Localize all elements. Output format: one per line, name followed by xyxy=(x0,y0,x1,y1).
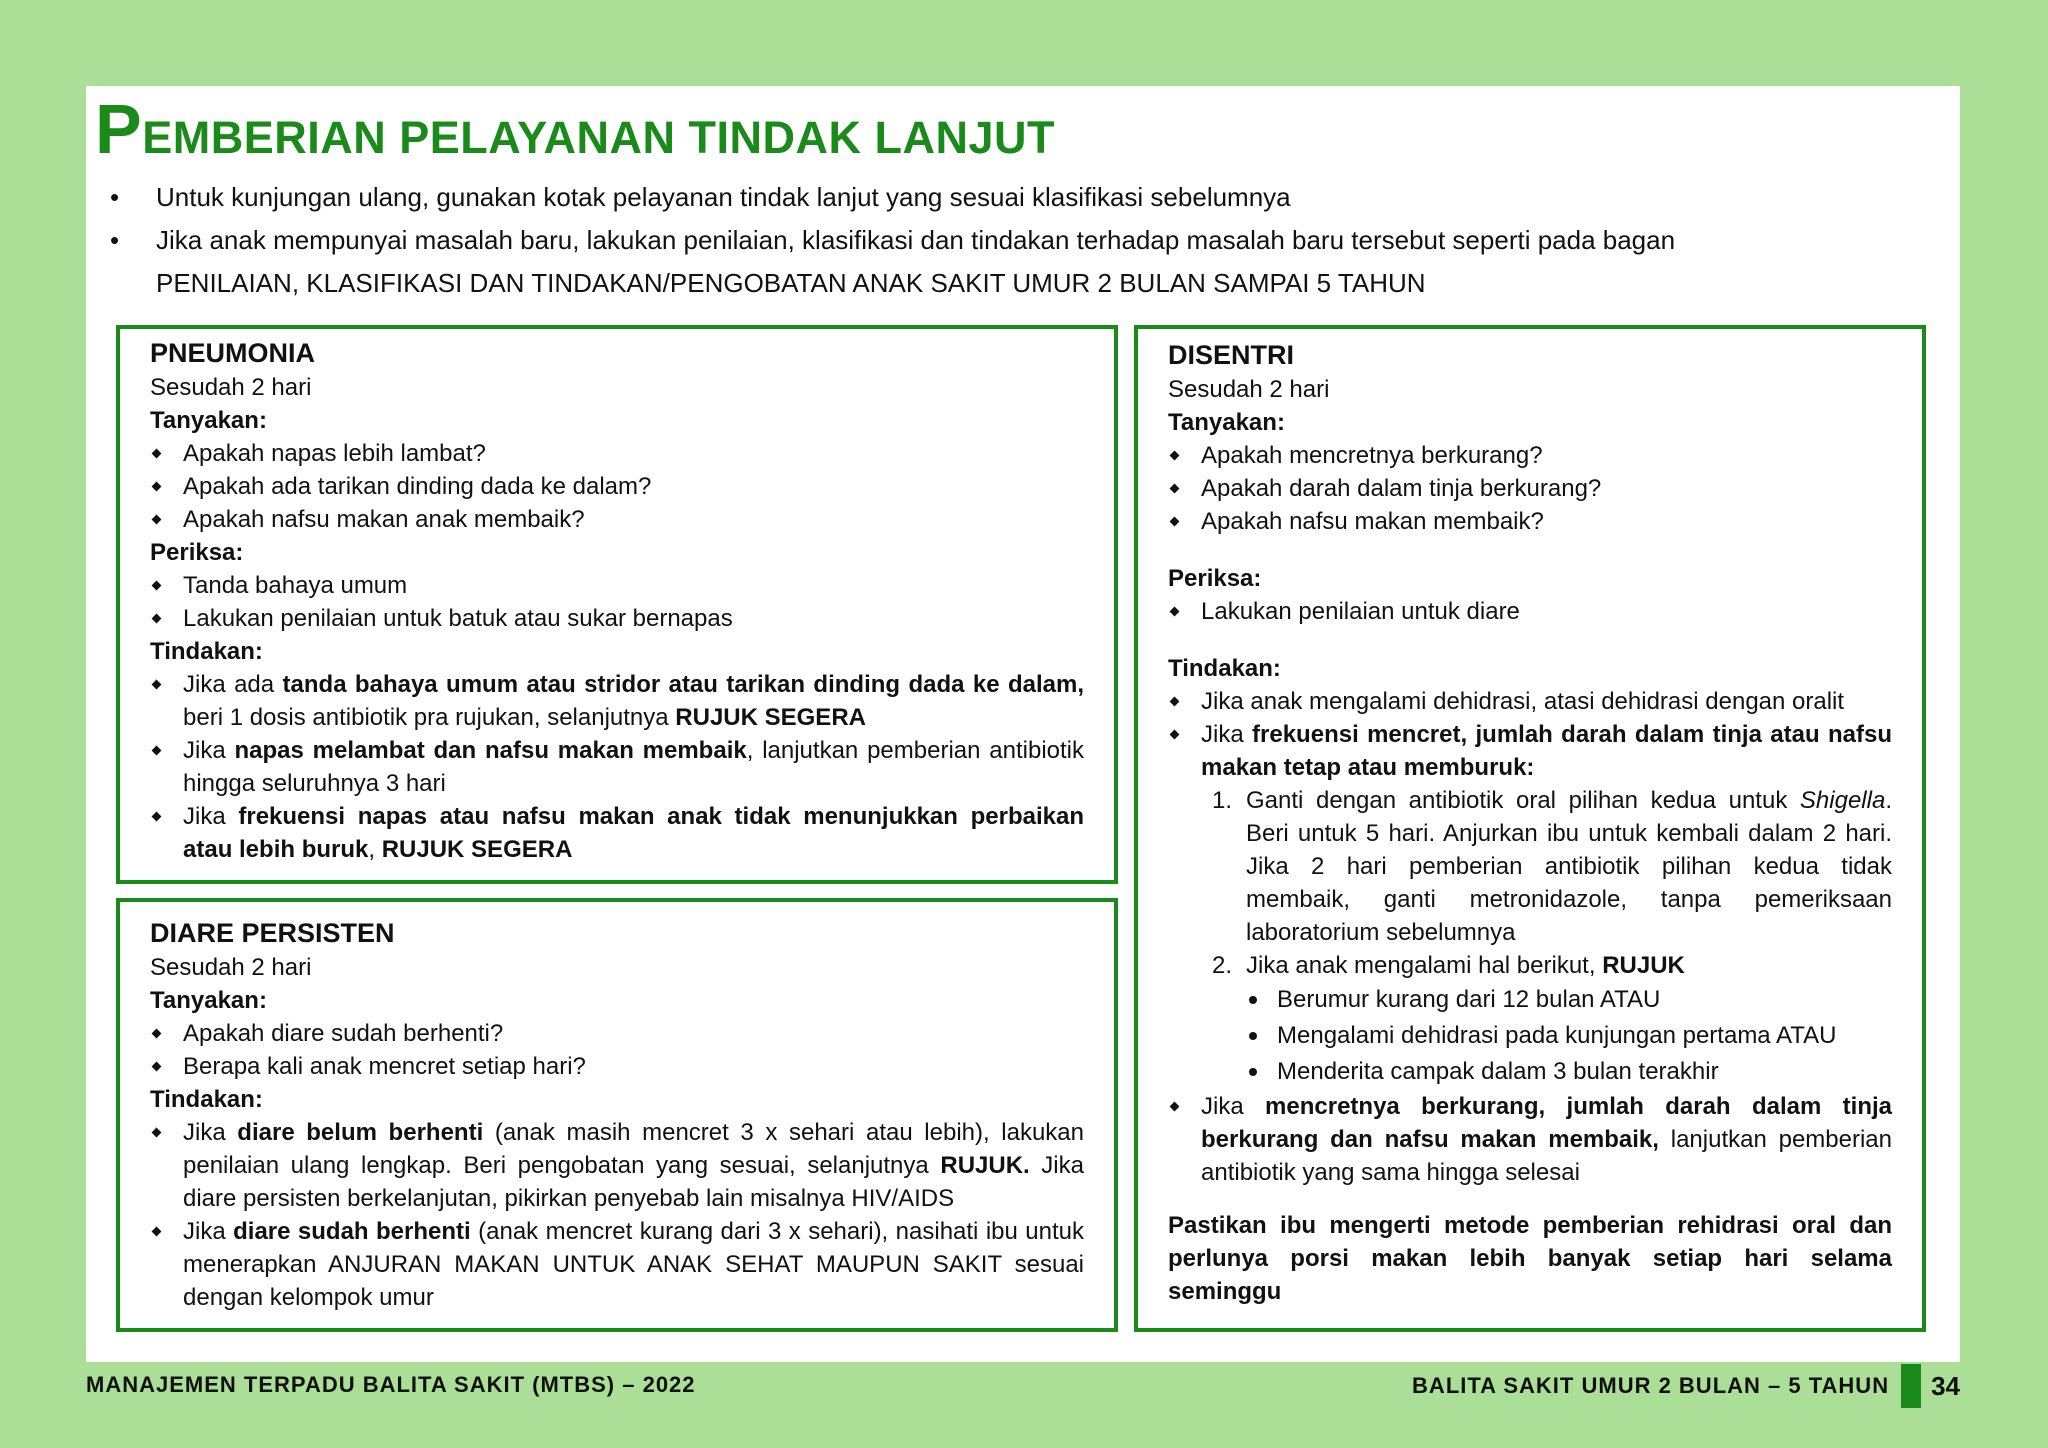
disentri-ask-list xyxy=(1168,439,1892,538)
list-item: Apakah nafsu makan membaik? xyxy=(1168,505,1892,538)
list-item: Apakah ada tarikan dinding dada ke dalam? xyxy=(150,470,1084,503)
list-item: Lakukan penilaian untuk diare xyxy=(1168,595,1892,628)
pneumonia-check-list xyxy=(150,569,1084,635)
intro-text: Jika anak mempunyai masalah baru, lakukan penilaian, klasifikasi dan tindakan terhadap masalah baru tersebut seperti pada bagan xyxy=(156,225,1676,255)
numbered-item xyxy=(1212,784,1892,949)
disentri-action-list-continued xyxy=(1168,1090,1892,1189)
title-rest: EMBERIAN PELAYANAN TINDAK LANJUT xyxy=(142,112,1055,163)
text: Ganti dengan antibiotik oral pilihan kedua untuk xyxy=(1246,787,1800,814)
intro-list xyxy=(110,176,1810,305)
diare-ask-list xyxy=(150,1017,1084,1083)
list-item xyxy=(1168,1090,1892,1189)
list-item: Apakah nafsu makan anak membaik? xyxy=(150,503,1084,536)
text-bold: diare belum berhenti xyxy=(237,1119,484,1146)
list-item: Apakah darah dalam tinja berkurang? xyxy=(1168,472,1892,505)
item-number: 2. xyxy=(1212,952,1233,979)
text-bold: RUJUK xyxy=(1602,952,1685,979)
spacer xyxy=(1168,628,1892,652)
footer-section xyxy=(1412,1364,1960,1408)
disentri-action-label: Tindakan: xyxy=(1168,655,1281,682)
footer-title: MANAJEMEN TERPADU BALITA SAKIT (MTBS) – 2022 xyxy=(86,1372,696,1397)
intro-item xyxy=(110,219,1810,262)
pneumonia-ask-label: Tanyakan: xyxy=(150,407,267,434)
pneumonia-heading: PNEUMONIA xyxy=(150,338,316,368)
text: Jika anak mengalami hal berikut, xyxy=(1246,952,1603,979)
list-item xyxy=(150,1116,1084,1215)
disentri-check-label: Periksa: xyxy=(1168,565,1262,592)
disentri-heading: DISENTRI xyxy=(1168,340,1295,370)
list-item: Lakukan penilaian untuk batuk atau sukar bernapas xyxy=(150,602,1084,635)
text-italic: Shigella xyxy=(1799,787,1886,814)
list-item xyxy=(150,668,1084,734)
numbered-item xyxy=(1212,949,1892,982)
text: Jika xyxy=(183,803,239,830)
list-item xyxy=(150,1215,1084,1314)
text: Jika diare persisten berkelanjutan, pikirkan penyebab lain misalnya HIV/AIDS xyxy=(183,1152,1084,1212)
diare-ask-label: Tanyakan: xyxy=(150,987,267,1014)
text-bold: mencretnya berkurang, jumlah darah dalam tinja berkurang dan nafsu makan membaik, xyxy=(1201,1093,1892,1153)
list-item: Apakah diare sudah berhenti? xyxy=(150,1017,1084,1050)
pneumonia-action-label: Tindakan: xyxy=(150,638,263,665)
text: (anak mencret kurang dari 3 x sehari), nasihati ibu untuk menerapkan ANJURAN MAKAN UNTUK ANAK SEHAT MAUPUN SAKIT sesuai dengan kelompok umur xyxy=(183,1218,1084,1311)
disentri-box xyxy=(1134,325,1926,1332)
page-title xyxy=(95,84,1055,183)
disentri-note: Pastikan ibu mengerti metode pemberian rehidrasi oral dan perlunya porsi makan lebih banyak setiap hari selama seminggu xyxy=(1168,1212,1892,1305)
footer-section-label: BALITA SAKIT UMUR 2 BULAN – 5 TAHUN xyxy=(1412,1373,1890,1398)
pneumonia-check-label: Periksa: xyxy=(150,539,244,566)
disentri-action-list xyxy=(1168,685,1892,784)
text: Jika xyxy=(1201,721,1253,748)
list-item: Mengalami dehidrasi pada kunjungan pertama ATAU xyxy=(1244,1018,1892,1054)
text-bold: diare sudah berhenti xyxy=(233,1218,471,1245)
spacer xyxy=(1168,538,1892,562)
diare-when: Sesudah 2 hari xyxy=(150,954,312,981)
title-first-letter: P xyxy=(95,90,143,168)
pneumonia-action-list xyxy=(150,668,1084,866)
disentri-check-list xyxy=(1168,595,1892,628)
text-bold: frekuensi napas atau nafsu makan anak tidak menunjukkan perbaikan atau lebih buruk xyxy=(183,803,1084,863)
list-item xyxy=(1168,718,1892,784)
text-bold: RUJUK. xyxy=(940,1152,1030,1179)
pneumonia-box xyxy=(116,325,1118,884)
list-item: Apakah napas lebih lambat? xyxy=(150,437,1084,470)
footer-accent-bar xyxy=(1901,1364,1921,1408)
bullet-icon: • xyxy=(110,225,120,255)
intro-text-continued: PENILAIAN, KLASIFIKASI DAN TINDAKAN/PENGOBATAN ANAK SAKIT UMUR 2 BULAN SAMPAI 5 TAHUN xyxy=(156,268,1426,298)
text: (anak masih mencret 3 x sehari atau lebih), lakukan penilaian ulang lengkap. Beri pengobatan yang sesuai, selanjutnya xyxy=(183,1119,1084,1179)
list-item: Tanda bahaya umum xyxy=(150,569,1084,602)
diare-persisten-box xyxy=(116,898,1118,1332)
list-item xyxy=(150,734,1084,800)
pneumonia-ask-list xyxy=(150,437,1084,536)
disentri-ask-label: Tanyakan: xyxy=(1168,409,1285,436)
text: . Beri untuk 5 hari. Anjurkan ibu untuk kembali dalam 2 hari. Jika 2 hari pemberian antibiotik pilihan kedua tidak membaik, ganti metronidazole, tanpa pemeriksaan laboratorium sebelumnya xyxy=(1246,787,1892,946)
diare-heading: DIARE PERSISTEN xyxy=(150,918,395,948)
pneumonia-when: Sesudah 2 hari xyxy=(150,374,312,401)
list-item: Apakah mencretnya berkurang? xyxy=(1168,439,1892,472)
text-bold: RUJUK SEGERA xyxy=(675,704,866,731)
text: beri 1 dosis antibiotik pra rujukan, selanjutnya xyxy=(183,704,676,731)
list-item: Berumur kurang dari 12 bulan ATAU xyxy=(1244,982,1892,1018)
intro-item xyxy=(110,176,1810,219)
text: Jika xyxy=(183,1119,238,1146)
disentri-refer-list xyxy=(1168,982,1892,1090)
item-number: 1. xyxy=(1212,787,1233,814)
text-bold: tanda bahaya umum atau stridor atau tarikan dinding dada ke dalam, xyxy=(282,671,1085,698)
page-number: 34 xyxy=(1931,1370,1960,1401)
list-item: Jika anak mengalami dehidrasi, atasi dehidrasi dengan oralit xyxy=(1168,685,1892,718)
item-text xyxy=(1246,784,1892,949)
text: Jika xyxy=(183,1218,234,1245)
disentri-numbered-list xyxy=(1168,784,1892,982)
disentri-when: Sesudah 2 hari xyxy=(1168,376,1330,403)
list-item: Menderita campak dalam 3 bulan terakhir xyxy=(1244,1054,1892,1090)
text-bold: napas melambat dan nafsu makan membaik xyxy=(234,737,747,764)
text: , lanjutkan pemberian antibiotik hingga seluruhnya 3 hari xyxy=(183,737,1085,797)
text: lanjutkan pemberian antibiotik yang sama hingga selesai xyxy=(1201,1126,1892,1186)
text: Jika xyxy=(1201,1093,1266,1120)
spacer xyxy=(1168,1189,1892,1209)
diare-action-label: Tindakan: xyxy=(150,1086,263,1113)
text: Jika xyxy=(183,737,235,764)
text: Jika ada xyxy=(183,671,283,698)
bullet-icon: • xyxy=(110,182,120,212)
text: , xyxy=(368,836,382,863)
item-text xyxy=(1246,949,1892,982)
text-bold: RUJUK SEGERA xyxy=(381,836,573,863)
text-bold: frekuensi mencret, jumlah darah dalam tinja atau nafsu makan tetap atau memburuk: xyxy=(1201,721,1892,781)
list-item xyxy=(150,800,1084,866)
list-item: Berapa kali anak mencret setiap hari? xyxy=(150,1050,1084,1083)
intro-text: Untuk kunjungan ulang, gunakan kotak pelayanan tindak lanjut yang sesuai klasifikasi sebelumnya xyxy=(156,182,1291,212)
diare-action-list xyxy=(150,1116,1084,1314)
